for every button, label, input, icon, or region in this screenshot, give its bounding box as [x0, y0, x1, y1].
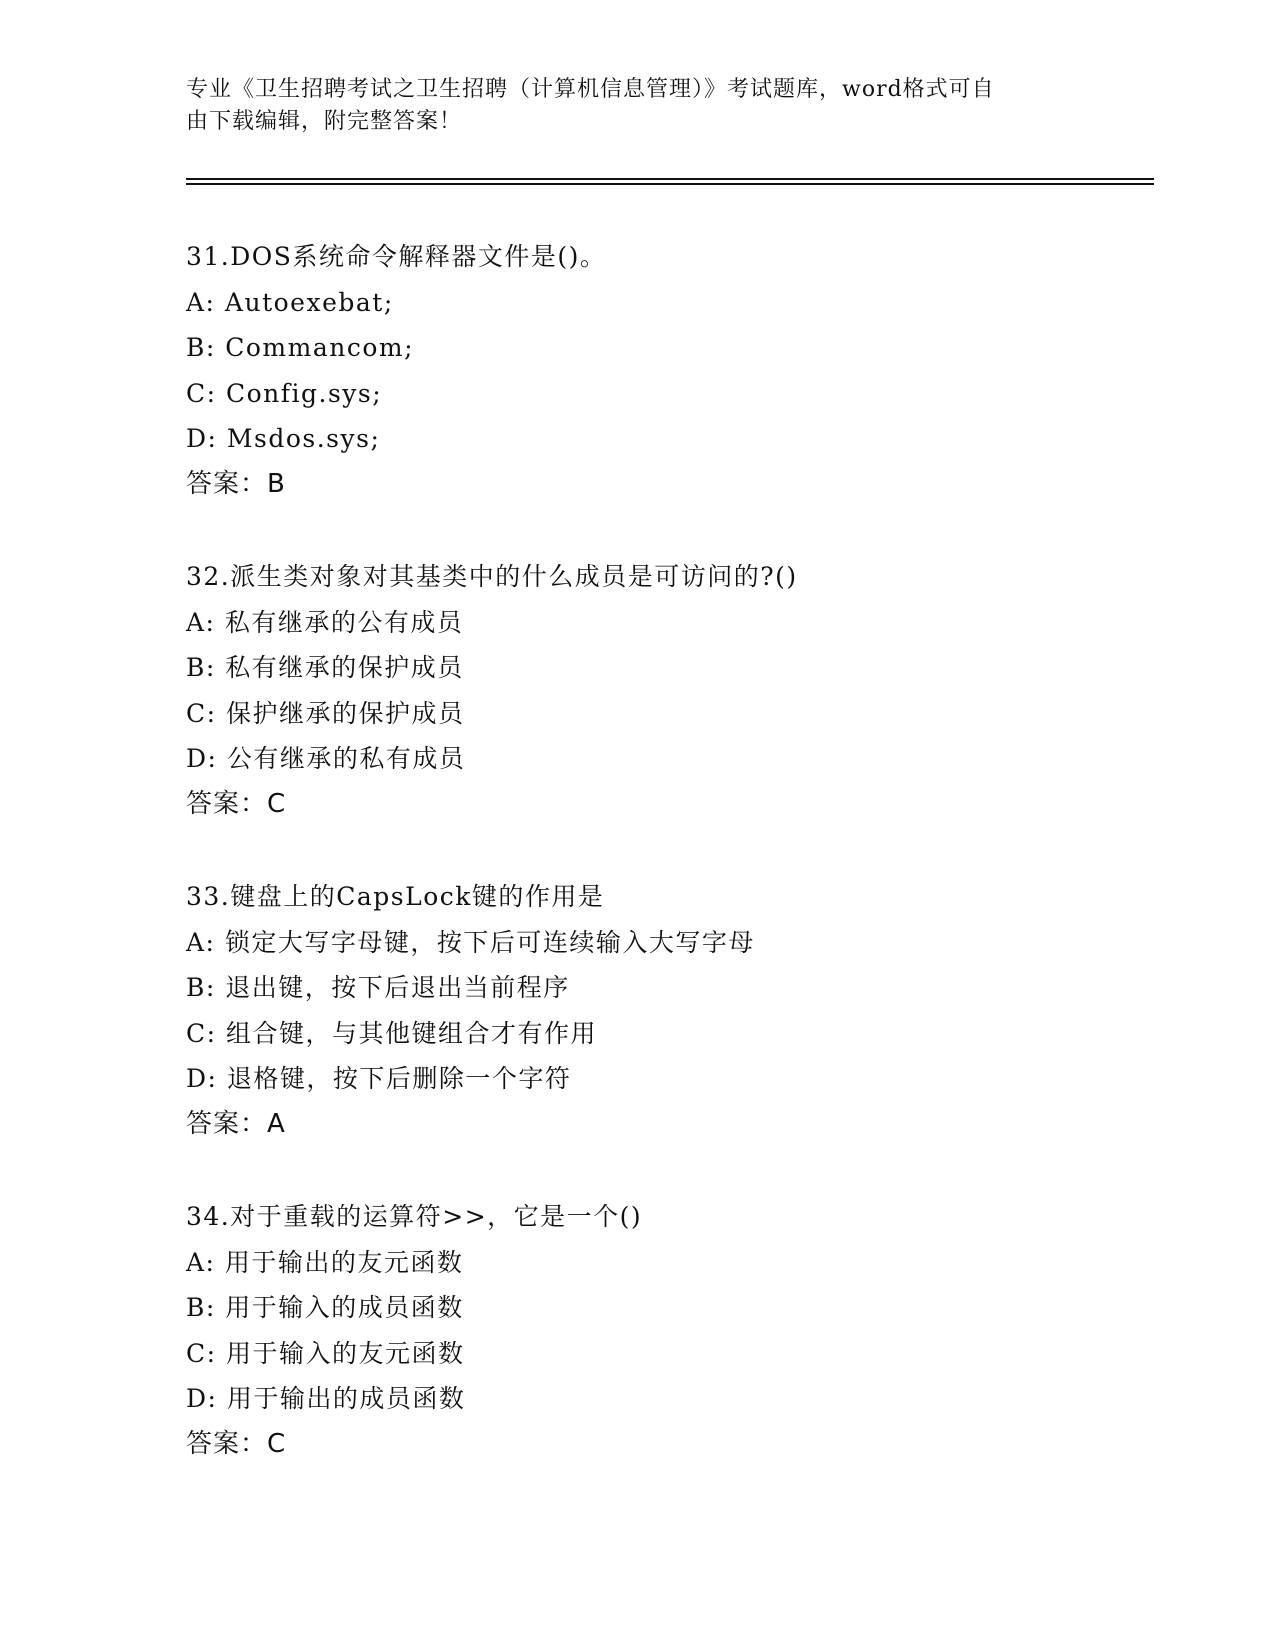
question-stem: 34.对于重载的运算符>>，它是一个() [186, 1202, 643, 1231]
answer-text: 答案：C [186, 788, 287, 819]
option-a: A: Autoexebat; [186, 287, 394, 317]
option-d: D: 退格键，按下后删除一个字符 [186, 1064, 572, 1093]
option-b: B: 用于输入的成员函数 [186, 1293, 464, 1322]
question-stem: 33.键盘上的CapsLock键的作用是 [186, 882, 605, 911]
header-divider-bottom [186, 183, 1154, 185]
answer-text: 答案：A [186, 1108, 286, 1139]
question-stem: 32.派生类对象对其基类中的什么成员是可访问的?() [186, 562, 798, 591]
question-34 [186, 1194, 1146, 1514]
option-a: A: 锁定大写字母键，按下后可连续输入大写字母 [186, 927, 755, 957]
question-33 [186, 874, 1146, 1194]
question-31 [186, 234, 1146, 554]
answer-text: 答案：B [186, 468, 286, 499]
option-a: A: 用于输出的友元函数 [186, 1247, 464, 1277]
question-list [186, 234, 1146, 1514]
option-b: B: 私有继承的保护成员 [186, 653, 464, 682]
option-c: C: 用于输入的友元函数 [186, 1338, 465, 1368]
option-c: C: 组合键，与其他键组合才有作用 [186, 1018, 597, 1048]
option-b: B: Commancom; [186, 333, 415, 362]
option-c: C: Config.sys; [186, 378, 383, 408]
document-intro [186, 74, 1066, 138]
option-d: D: 用于输出的成员函数 [186, 1384, 466, 1413]
intro-line-2: 由下载编辑，附完整答案！ [186, 109, 463, 134]
option-a: A: 私有继承的公有成员 [186, 607, 464, 637]
header-divider-top [186, 178, 1154, 180]
option-c: C: 保护继承的保护成员 [186, 698, 465, 728]
option-d: D: Msdos.sys; [186, 424, 381, 453]
answer-text: 答案：C [186, 1428, 287, 1459]
intro-line-1: 专业《卫生招聘考试之卫生招聘（计算机信息管理）》考试题库，word格式可自 [186, 77, 995, 102]
option-d: D: 公有继承的私有成员 [186, 744, 466, 773]
question-32 [186, 554, 1146, 874]
option-b: B: 退出键，按下后退出当前程序 [186, 973, 570, 1002]
question-stem: 31.DOS系统命令解释器文件是()。 [186, 242, 607, 271]
